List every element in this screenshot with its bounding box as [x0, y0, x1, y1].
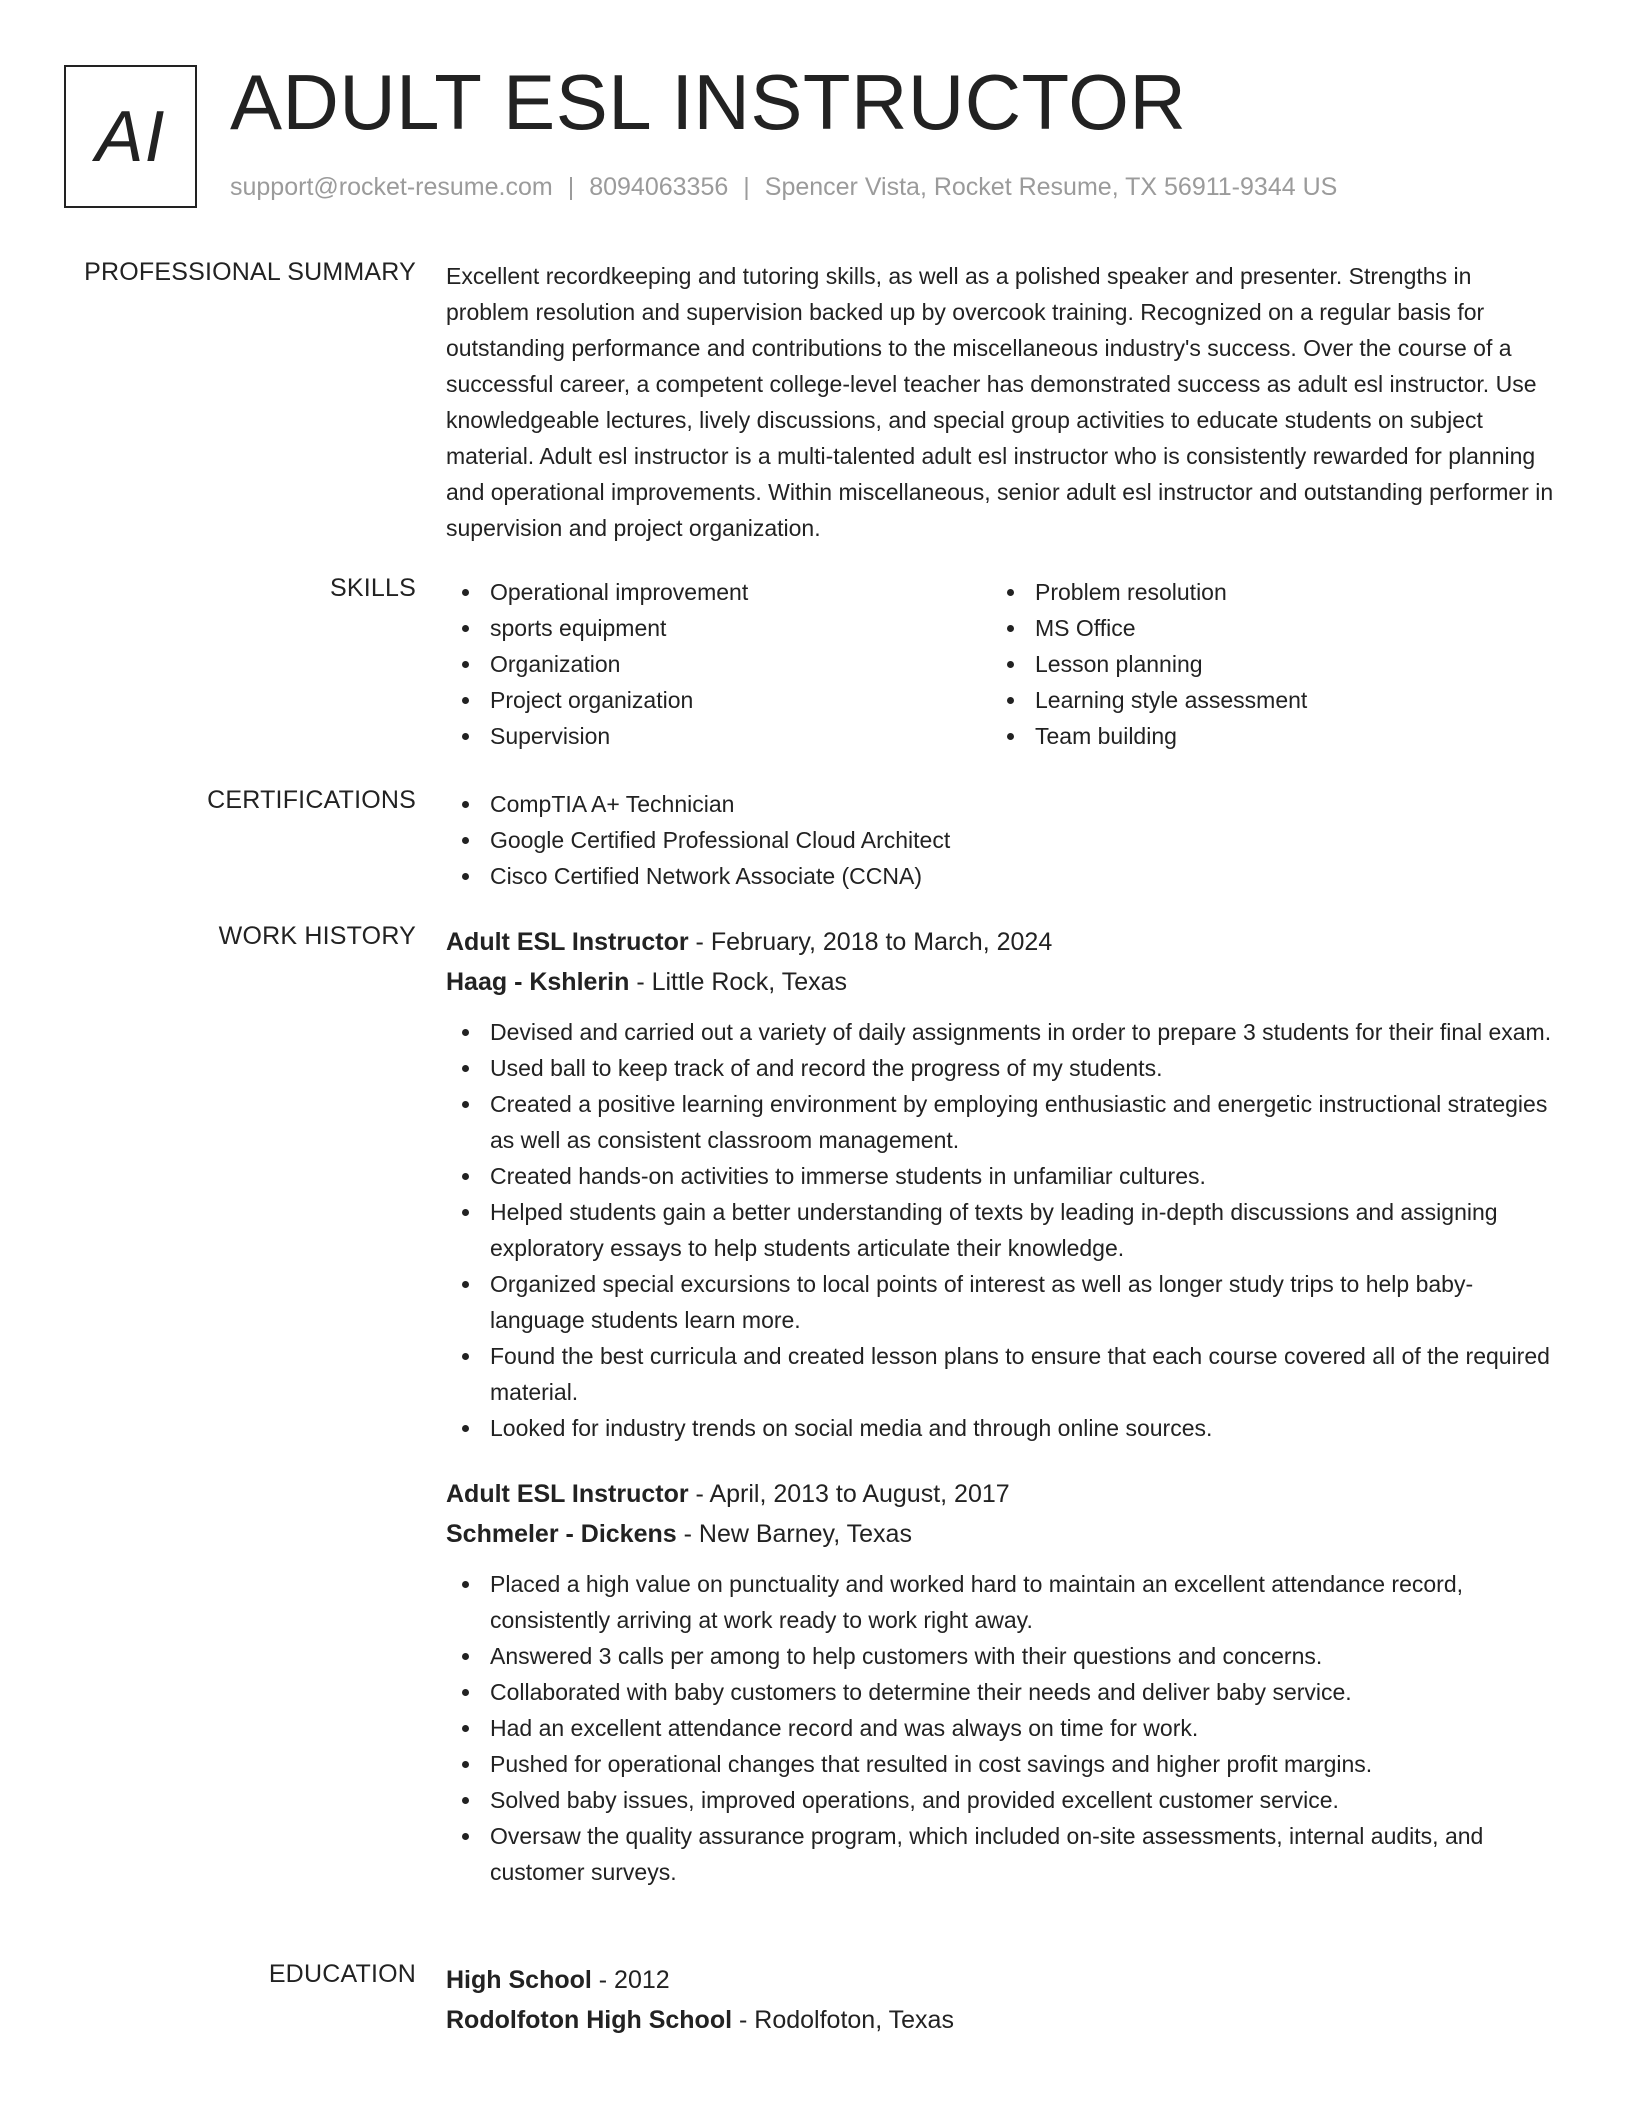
list-item: Answered 3 calls per among to help customers with their questions and concerns.	[446, 1638, 1556, 1674]
job-duties-list	[446, 1566, 1556, 1890]
summary-text: Excellent recordkeeping and tutoring skills, as well as a polished speaker and presenter. Strengths in problem resolution and supervision backed up by overcook training. Recognized on a regular basis for outstanding performance and contributions to the miscellaneous industry's success. Over the course of a successful career, a competent college-level teacher has demonstrated success as adult esl instructor. Use knowledgeable lectures, lively discussions, and special group activities to educate students on subject material. Adult esl instructor is a multi-talented adult esl instructor who is consistently rewarded for planning and operational improvements. Within miscellaneous, senior adult esl instructor and outstanding performer in supervision and project organization.	[446, 263, 1554, 541]
job-title: Adult ESL Instructor	[446, 928, 689, 956]
education-year: - 2012	[591, 1966, 670, 1994]
list-item: Created a positive learning environment by employing enthusiastic and energetic instructional strategies as well as consistent classroom management.	[446, 1086, 1556, 1158]
list-item: Oversaw the quality assurance program, which included on-site assessments, internal audits, and customer surveys.	[446, 1818, 1556, 1890]
contact-separator: |	[567, 173, 575, 201]
list-item: Supervision	[446, 718, 991, 754]
section-label: EDUCATION	[268, 1960, 416, 1988]
job-entry	[446, 922, 1556, 1446]
education-school: Rodolfoton High School	[446, 2006, 733, 2034]
certifications-body	[446, 786, 1556, 894]
education-degree: High School	[446, 1966, 592, 1994]
job-entry	[446, 1474, 1556, 1890]
list-item: Placed a high value on punctuality and worked hard to maintain an excellent attendance record, consistently arriving at work ready to work right away.	[446, 1566, 1556, 1638]
contact-line	[230, 173, 1337, 202]
list-item: CompTIA A+ Technician	[446, 786, 1556, 822]
list-item: sports equipment	[446, 610, 991, 646]
resume-header	[64, 58, 1564, 210]
list-item: Project organization	[446, 682, 991, 718]
job-title-line	[446, 1474, 1556, 1514]
list-item: Devised and carried out a variety of daily assignments in order to prepare 3 students for their final exam.	[446, 1014, 1556, 1050]
list-item: Cisco Certified Network Associate (CCNA)	[446, 858, 1556, 894]
contact-phone[interactable]: 8094063356	[589, 173, 729, 201]
job-dates: - April, 2013 to August, 2017	[688, 1480, 1010, 1508]
monogram-initials: AI	[95, 96, 166, 177]
job-company: Haag - Kshlerin	[446, 968, 630, 996]
education-degree-line	[446, 1960, 1556, 2000]
list-item: Team building	[991, 718, 1536, 754]
work-history-body	[446, 922, 1556, 1890]
list-item: Created hands-on activities to immerse students in unfamiliar cultures.	[446, 1158, 1556, 1194]
skills-grid	[446, 574, 1556, 754]
job-company: Schmeler - Dickens	[446, 1520, 677, 1548]
list-item: Found the best curricula and created lesson plans to ensure that each course covered all of the required material.	[446, 1338, 1556, 1410]
list-item: Google Certified Professional Cloud Architect	[446, 822, 1556, 858]
list-item: Had an excellent attendance record and was always on time for work.	[446, 1710, 1556, 1746]
job-duties-list	[446, 1014, 1556, 1446]
job-dates: - February, 2018 to March, 2024	[688, 928, 1053, 956]
list-item: Pushed for operational changes that resulted in cost savings and higher profit margins.	[446, 1746, 1556, 1782]
list-item: MS Office	[991, 610, 1536, 646]
page-title: ADULT ESL INSTRUCTOR	[230, 58, 1187, 146]
list-item: Collaborated with baby customers to determine their needs and deliver baby service.	[446, 1674, 1556, 1710]
skills-list-right	[991, 574, 1536, 754]
section-label: WORK HISTORY	[218, 922, 416, 950]
section-label: CERTIFICATIONS	[207, 786, 416, 814]
section-label: SKILLS	[330, 574, 416, 602]
contact-email[interactable]: support@rocket-resume.com	[230, 173, 553, 201]
list-item: Lesson planning	[991, 646, 1536, 682]
education-location: - Rodolfoton, Texas	[732, 2006, 954, 2034]
list-item: Organization	[446, 646, 991, 682]
list-item: Organized special excursions to local points of interest as well as longer study trips to help baby-language students learn more.	[446, 1266, 1556, 1338]
section-label: PROFESSIONAL SUMMARY	[84, 258, 416, 286]
job-location: - Little Rock, Texas	[629, 968, 848, 996]
list-item: Operational improvement	[446, 574, 991, 610]
list-item: Solved baby issues, improved operations, and provided excellent customer service.	[446, 1782, 1556, 1818]
list-item: Used ball to keep track of and record the progress of my students.	[446, 1050, 1556, 1086]
list-item: Problem resolution	[991, 574, 1536, 610]
list-item: Looked for industry trends on social media and through online sources.	[446, 1410, 1556, 1446]
skills-list-left	[446, 574, 991, 754]
job-company-line	[446, 962, 1556, 1002]
certifications-list	[446, 786, 1556, 894]
list-item: Helped students gain a better understanding of texts by leading in-depth discussions and assigning exploratory essays to help students articulate their knowledge.	[446, 1194, 1556, 1266]
contact-address: Spencer Vista, Rocket Resume, TX 56911-9344 US	[764, 173, 1338, 201]
monogram-box	[64, 65, 197, 208]
list-item: Learning style assessment	[991, 682, 1536, 718]
job-location: - New Barney, Texas	[676, 1520, 912, 1548]
education-body	[446, 1960, 1556, 2040]
job-title: Adult ESL Instructor	[446, 1480, 689, 1508]
job-title-line	[446, 922, 1556, 962]
education-school-line	[446, 2000, 1556, 2040]
contact-separator: |	[743, 173, 750, 201]
job-company-line	[446, 1514, 1556, 1554]
